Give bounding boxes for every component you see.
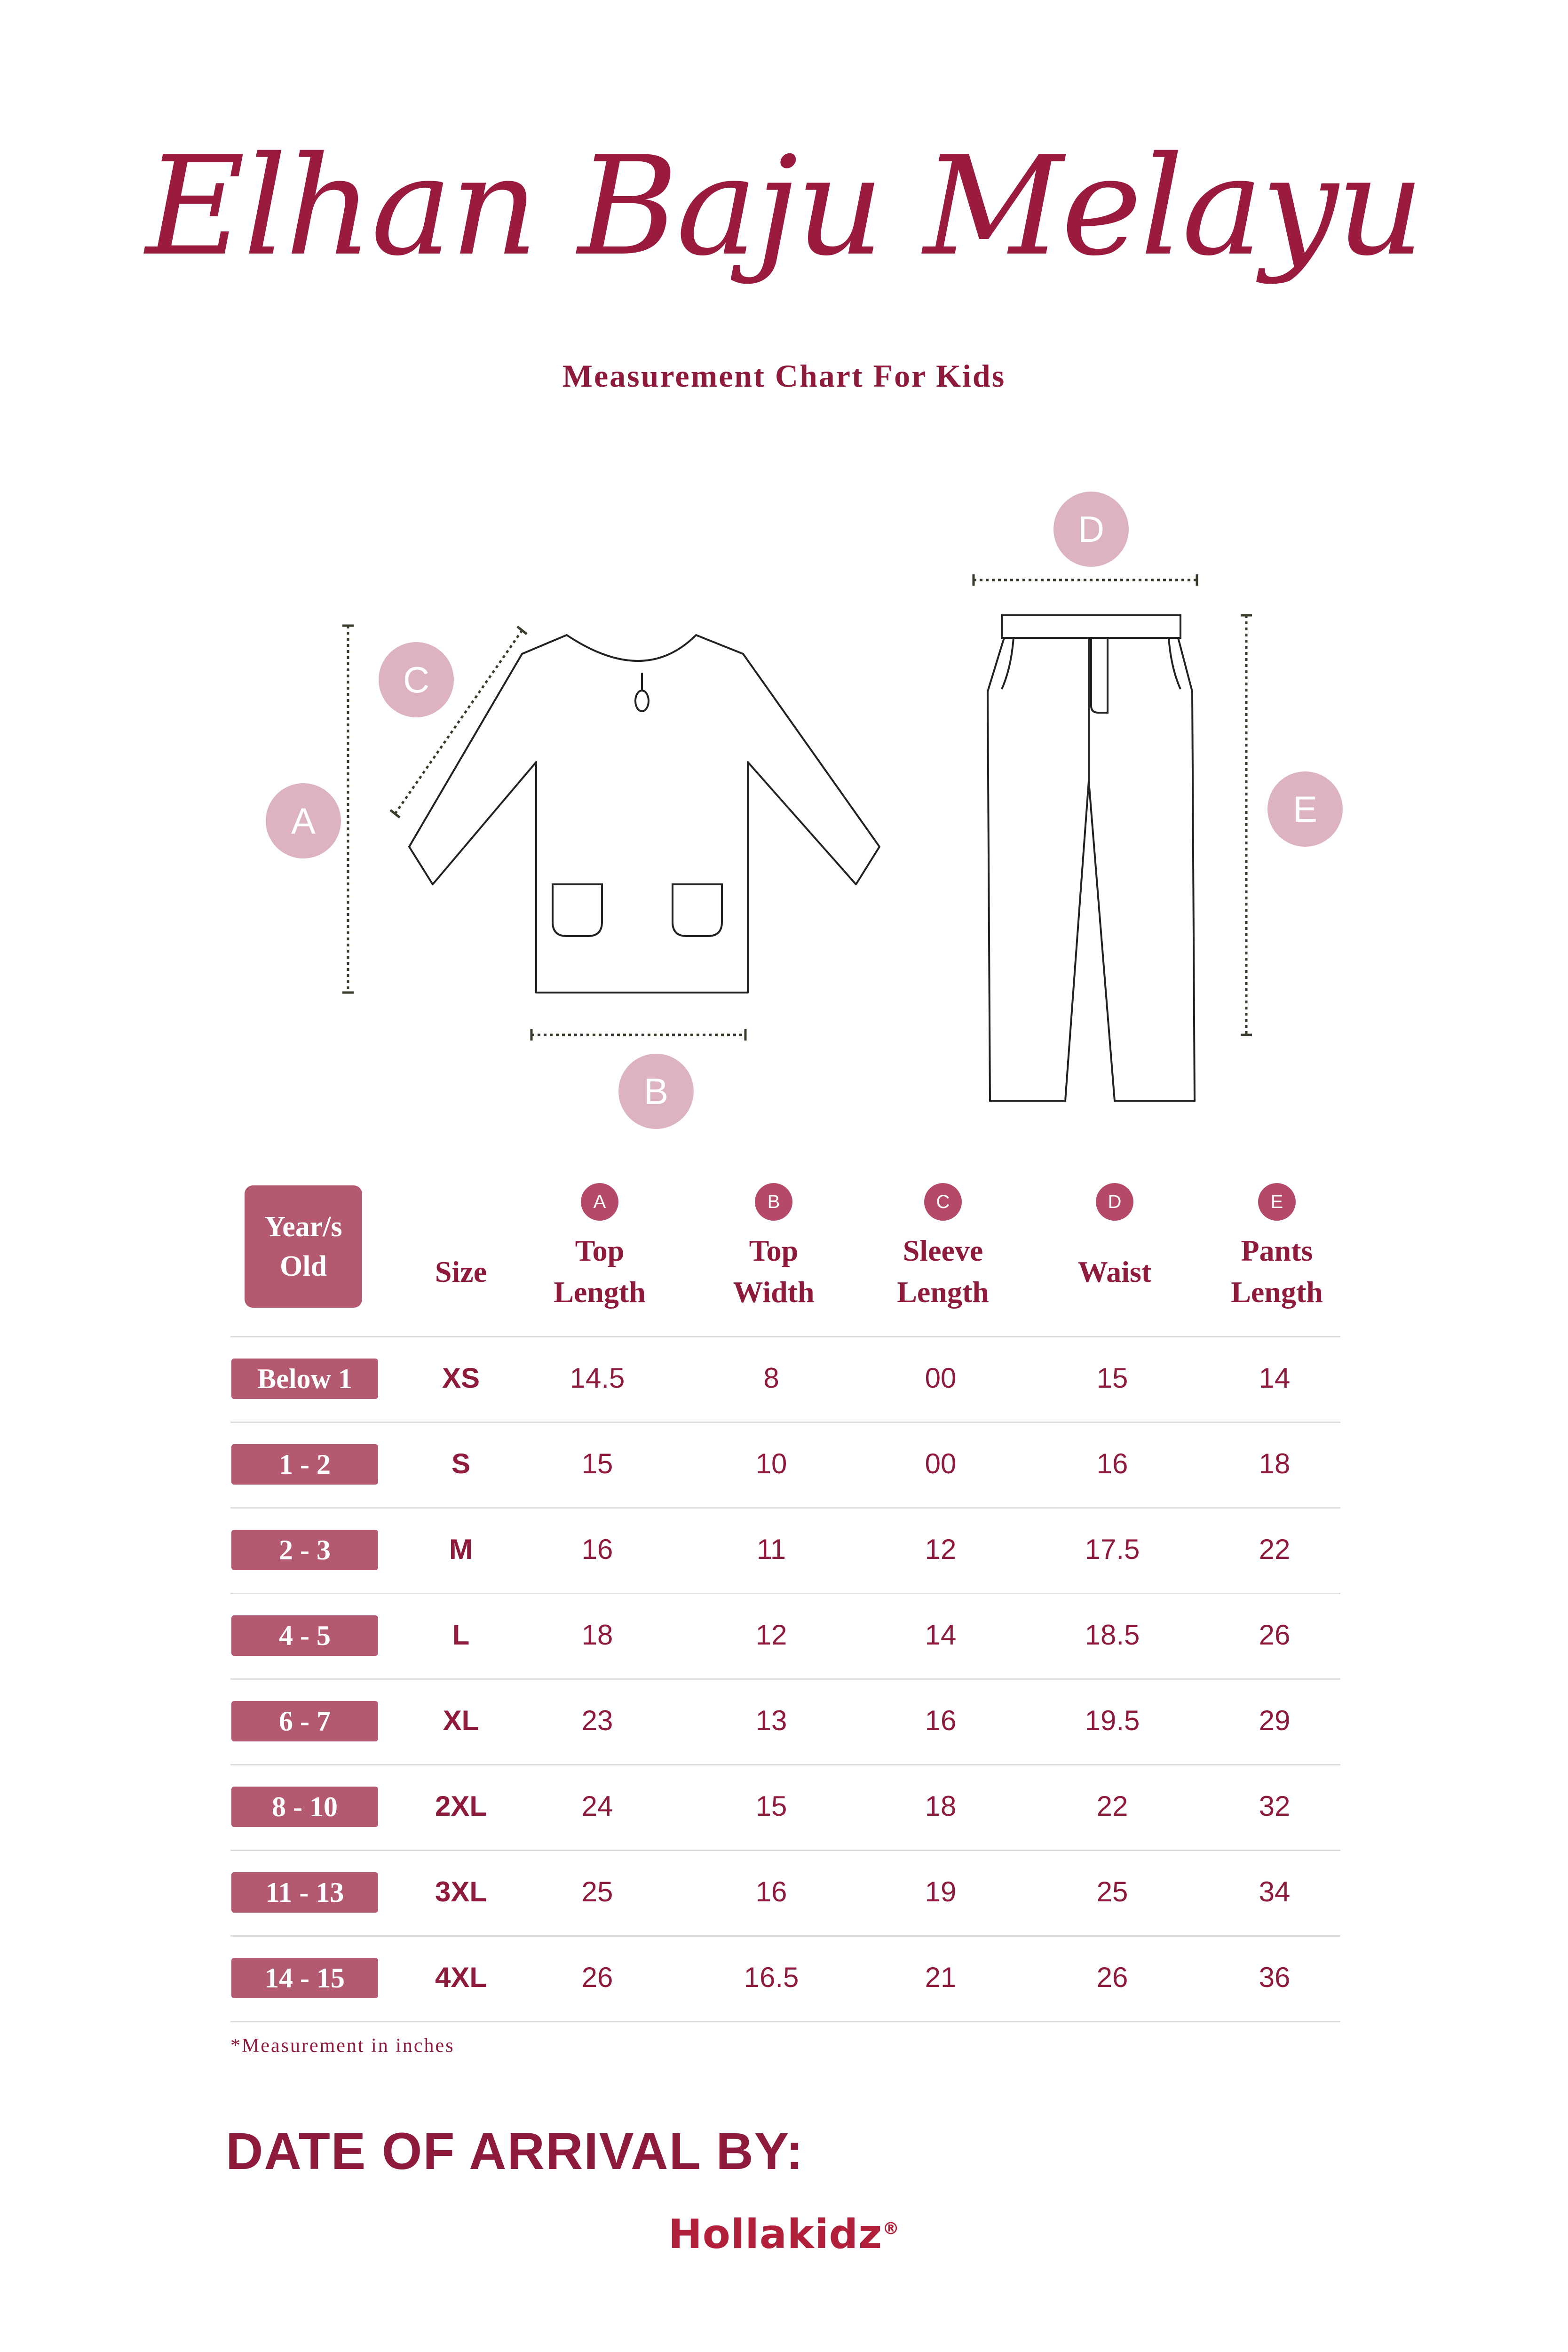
column-header-line-2: Length bbox=[897, 1275, 989, 1309]
size-cell: XS bbox=[442, 1362, 480, 1394]
table-divider bbox=[230, 1507, 1340, 1509]
measurement-cell: 16 bbox=[1096, 1448, 1128, 1479]
column-header-pants-length bbox=[1192, 1230, 1362, 1313]
table-divider bbox=[230, 1336, 1340, 1337]
age-range-badge: 11 - 13 bbox=[231, 1872, 378, 1913]
measurement-cell: 16 bbox=[581, 1534, 613, 1565]
measurement-cell: 14 bbox=[925, 1619, 957, 1651]
age-range-badge: 6 - 7 bbox=[231, 1701, 378, 1741]
column-header-sleeve-length bbox=[858, 1230, 1028, 1313]
measurement-cell: 12 bbox=[925, 1534, 957, 1565]
diagram-label-b-text: B bbox=[643, 1071, 669, 1112]
measurement-cell: 18 bbox=[1259, 1448, 1291, 1479]
diagram-label-c bbox=[379, 642, 454, 717]
measurement-cell: 34 bbox=[1259, 1876, 1291, 1907]
measurement-cell: 24 bbox=[581, 1790, 613, 1822]
column-header-line-2: Length bbox=[1231, 1275, 1323, 1309]
age-header-line-1: Year/s bbox=[264, 1211, 342, 1243]
brand-logo bbox=[0, 2211, 1568, 2258]
measurement-cell: 16 bbox=[755, 1876, 787, 1907]
measurement-cell: 10 bbox=[755, 1448, 787, 1479]
table-divider bbox=[230, 2021, 1340, 2022]
column-badge-a: A bbox=[581, 1183, 618, 1221]
date-of-arrival-label: DATE OF ARRIVAL BY: bbox=[226, 2122, 804, 2180]
column-badge-d: D bbox=[1096, 1183, 1133, 1221]
measurement-cell: 14 bbox=[1259, 1362, 1291, 1394]
column-header-line-1: Pants bbox=[1241, 1234, 1313, 1267]
measurement-cell: 19.5 bbox=[1085, 1705, 1140, 1736]
column-header-waist bbox=[1030, 1251, 1199, 1293]
measurement-cell: 18 bbox=[581, 1619, 613, 1651]
size-cell: XL bbox=[443, 1705, 479, 1736]
measurement-cell: 14.5 bbox=[570, 1362, 625, 1394]
table-divider bbox=[230, 1764, 1340, 1765]
diagram-label-e bbox=[1267, 771, 1343, 847]
table-divider bbox=[230, 1678, 1340, 1680]
measure-lines bbox=[348, 580, 1246, 1035]
age-header-line-2: Old bbox=[280, 1250, 327, 1282]
brand-name: Hollakidz bbox=[668, 2211, 883, 2258]
measurement-cell: 22 bbox=[1259, 1534, 1291, 1565]
measurement-cell: 26 bbox=[581, 1962, 613, 1993]
measurement-cell: 26 bbox=[1259, 1619, 1291, 1651]
column-header-line-1: Sleeve bbox=[903, 1234, 983, 1267]
measurement-cell: 29 bbox=[1259, 1705, 1291, 1736]
measurement-cell: 16 bbox=[925, 1705, 957, 1736]
shirt-illustration bbox=[409, 635, 879, 993]
pants-illustration bbox=[988, 615, 1195, 1101]
page-title: Elhan Baju Melayu bbox=[145, 127, 1423, 286]
age-range-badge: 4 - 5 bbox=[231, 1615, 378, 1656]
column-badge-b: B bbox=[755, 1183, 792, 1221]
measurement-cell: 25 bbox=[1096, 1876, 1128, 1907]
column-header-top-length bbox=[515, 1230, 684, 1313]
diagram-label-c-text: C bbox=[403, 659, 430, 700]
column-header-line-1: Top bbox=[749, 1234, 799, 1267]
measurement-cell: 16.5 bbox=[744, 1962, 799, 1993]
measurement-cell: 15 bbox=[1096, 1362, 1128, 1394]
size-cell: L bbox=[452, 1619, 470, 1651]
column-header-line-2: Width bbox=[733, 1275, 815, 1309]
registered-mark: ® bbox=[882, 2219, 900, 2239]
measurement-cell: 17.5 bbox=[1085, 1534, 1140, 1565]
measurement-cell: 22 bbox=[1096, 1790, 1128, 1822]
measurement-cell: 21 bbox=[925, 1962, 957, 1993]
column-header-line-2: Length bbox=[554, 1275, 646, 1309]
table-divider bbox=[230, 1422, 1340, 1423]
column-badge-e: E bbox=[1258, 1183, 1296, 1221]
measurement-cell: 15 bbox=[755, 1790, 787, 1822]
measurement-cell: 26 bbox=[1096, 1962, 1128, 1993]
measurement-cell: 36 bbox=[1259, 1962, 1291, 1993]
column-header-top-width bbox=[689, 1230, 858, 1313]
measurement-cell: 18 bbox=[925, 1790, 957, 1822]
size-cell: M bbox=[449, 1534, 473, 1565]
diagram-label-d bbox=[1053, 492, 1129, 567]
column-badge-c: C bbox=[924, 1183, 962, 1221]
column-header-line-1: Top bbox=[575, 1234, 625, 1267]
table-divider bbox=[230, 1593, 1340, 1594]
diagram-label-a-text: A bbox=[291, 800, 316, 842]
chart-subtitle: Measurement Chart For Kids bbox=[562, 358, 1006, 394]
diagram-label-d-text: D bbox=[1077, 509, 1105, 550]
table-divider bbox=[230, 1850, 1340, 1851]
measurement-cell: 12 bbox=[755, 1619, 787, 1651]
measurement-cell: 19 bbox=[925, 1876, 957, 1907]
size-cell: 3XL bbox=[435, 1876, 487, 1907]
size-cell: 2XL bbox=[435, 1790, 487, 1822]
measurement-cell: 13 bbox=[755, 1705, 787, 1736]
measurement-note: *Measurement in inches bbox=[230, 2035, 455, 2057]
measurement-cell: 15 bbox=[581, 1448, 613, 1479]
size-cell: S bbox=[451, 1448, 471, 1479]
measurement-cell: 00 bbox=[925, 1362, 957, 1394]
measurement-cell: 32 bbox=[1259, 1790, 1291, 1822]
measure-ticks bbox=[342, 574, 1252, 1041]
table-divider bbox=[230, 1935, 1340, 1937]
age-column-header bbox=[245, 1185, 362, 1308]
age-range-badge: 1 - 2 bbox=[231, 1444, 378, 1485]
measurement-cell: 00 bbox=[925, 1448, 957, 1479]
measurement-cell: 11 bbox=[756, 1534, 786, 1565]
size-column-header: Size bbox=[435, 1255, 487, 1288]
age-range-badge: 14 - 15 bbox=[231, 1958, 378, 1998]
diagram-label-b bbox=[618, 1054, 694, 1129]
measurement-cell: 18.5 bbox=[1085, 1619, 1140, 1651]
age-range-badge: 2 - 3 bbox=[231, 1530, 378, 1570]
age-range-badge: Below 1 bbox=[231, 1359, 378, 1399]
column-header-line-1: Waist bbox=[1077, 1255, 1152, 1288]
age-range-badge: 8 - 10 bbox=[231, 1787, 378, 1827]
diagram-label-e-text: E bbox=[1292, 788, 1318, 830]
measurement-cell: 25 bbox=[581, 1876, 613, 1907]
measurement-cell: 23 bbox=[581, 1705, 613, 1736]
measurement-cell: 8 bbox=[763, 1362, 779, 1394]
diagram-label-a bbox=[266, 783, 341, 858]
garment-diagram bbox=[0, 0, 1568, 1152]
size-cell: 4XL bbox=[435, 1962, 487, 1993]
